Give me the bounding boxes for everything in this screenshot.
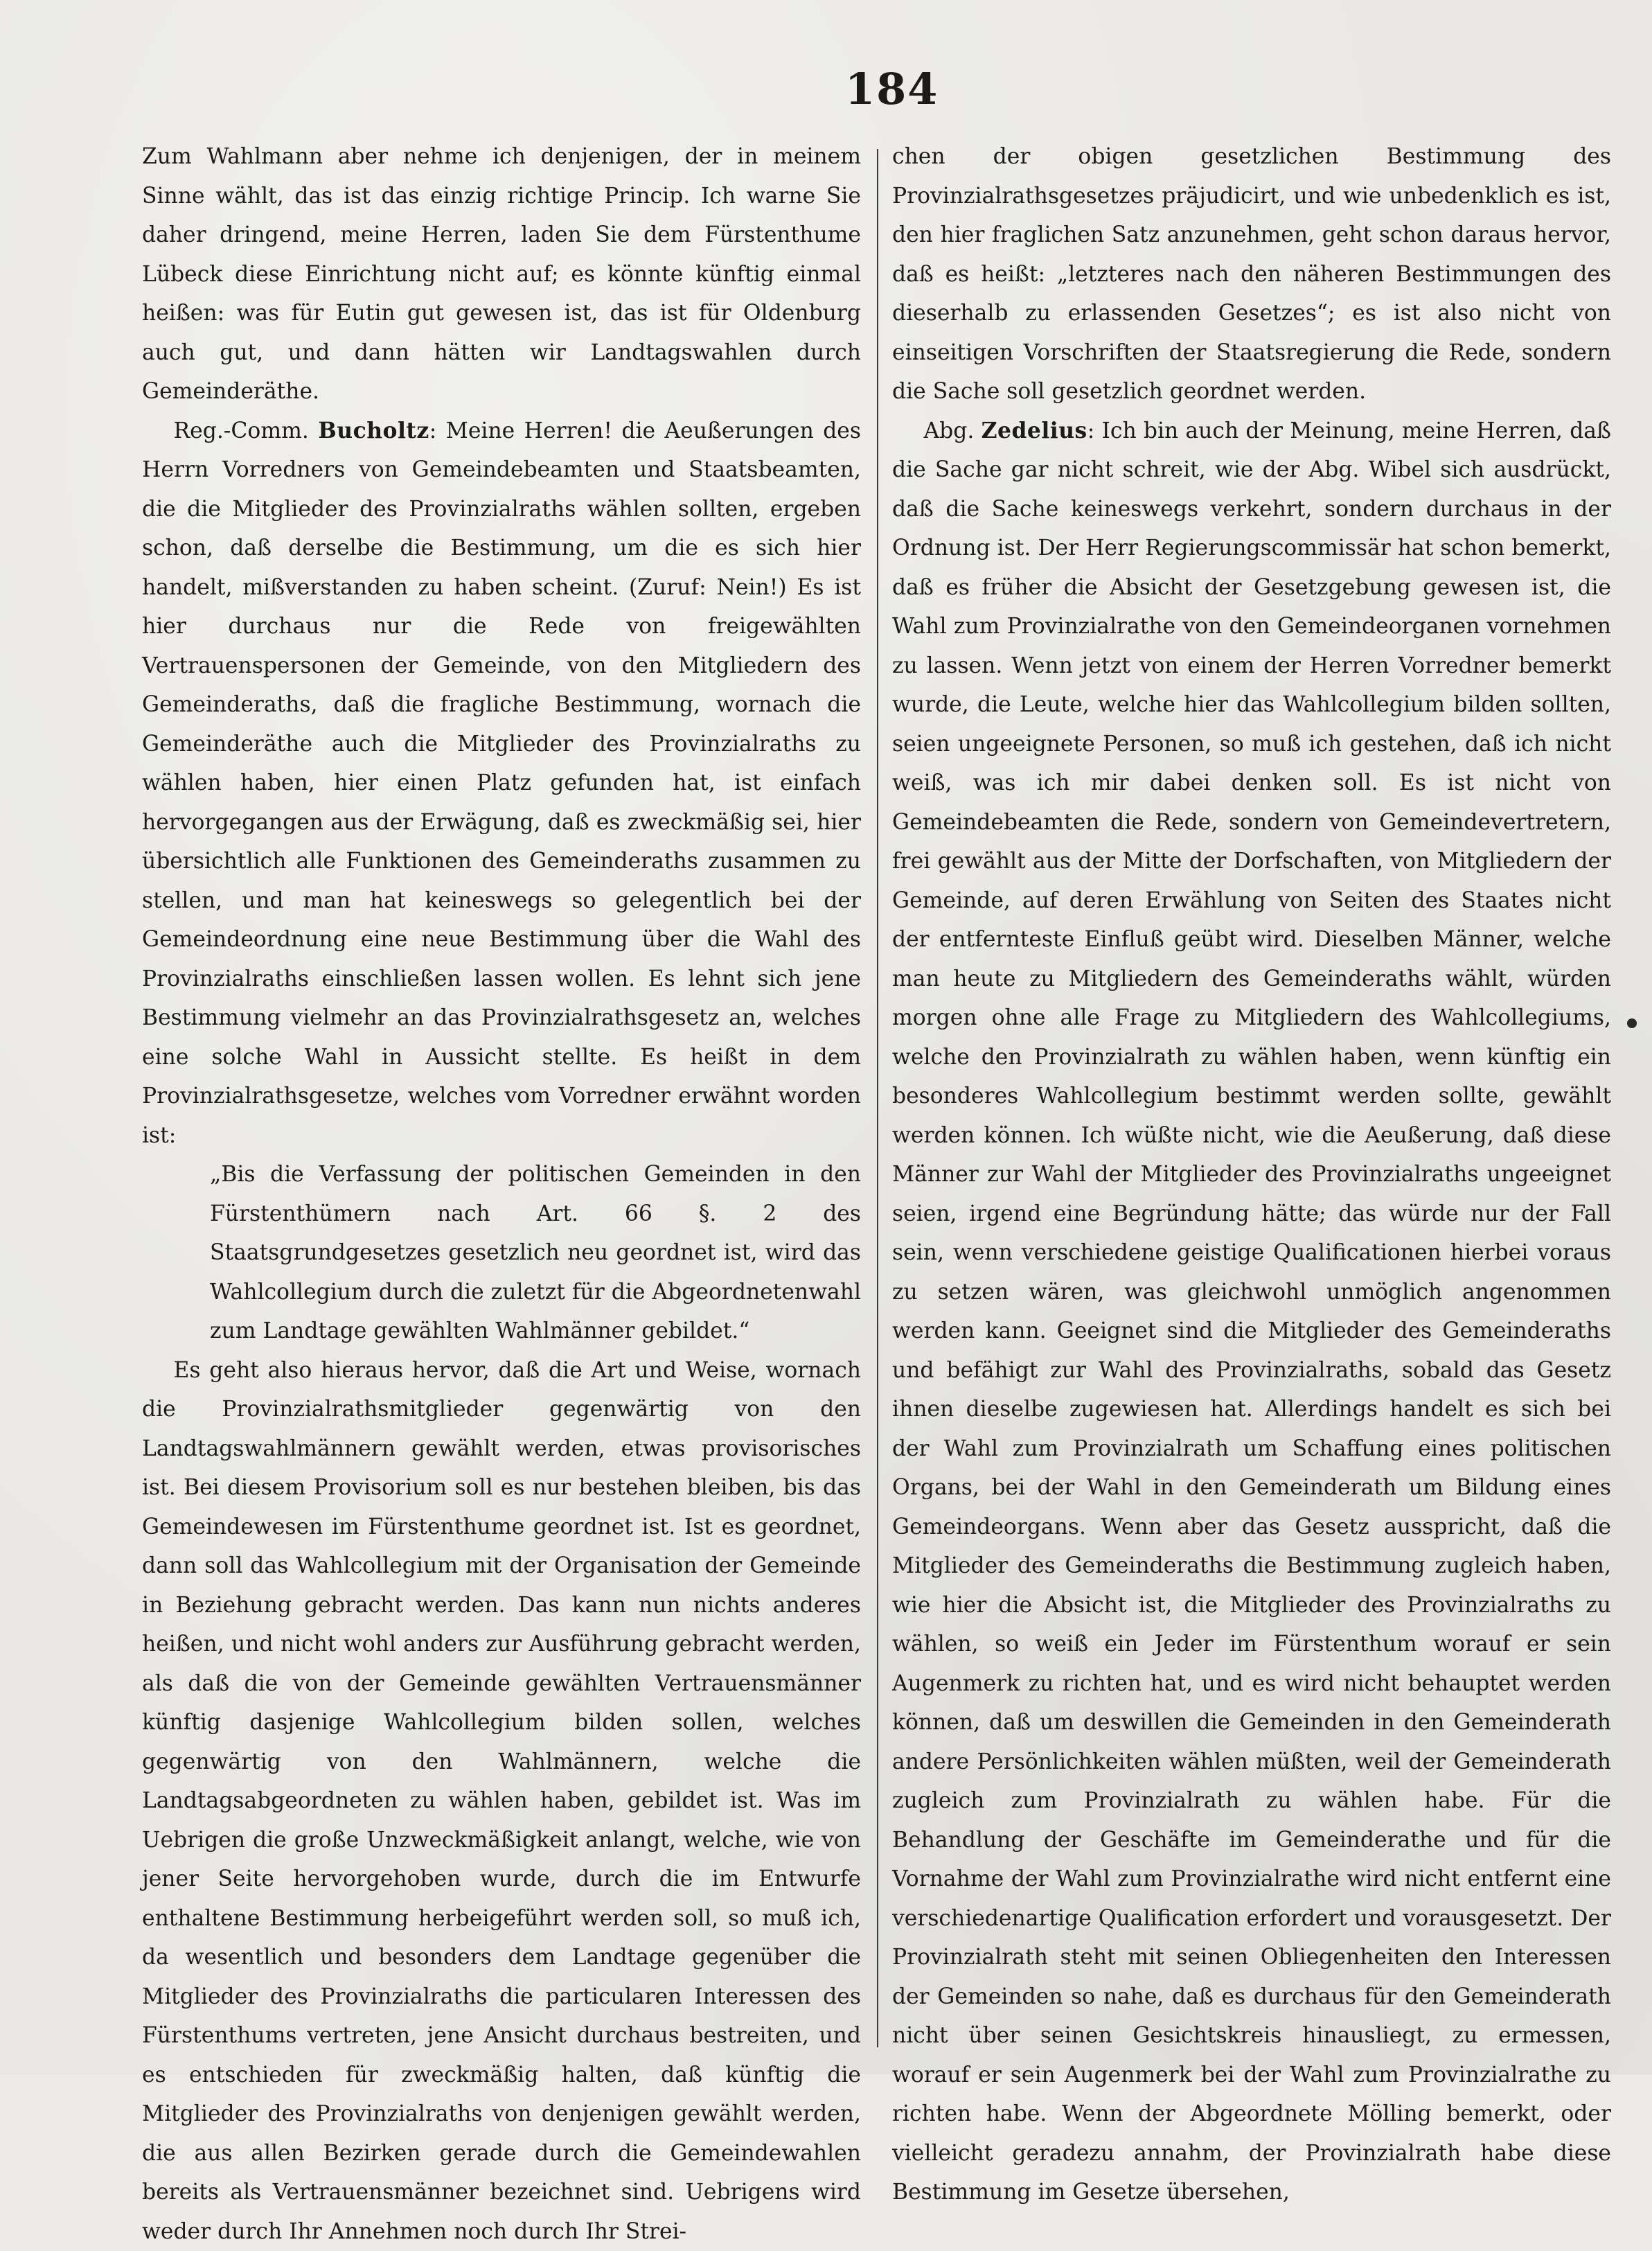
right-column [892,137,1611,2212]
law-quote: „Bis die Verfassung der politischen Gemeinden in den Fürstenthümern nach Art. 66 §. 2 des Staatsgrundgesetzes gesetzlich neu geordnet ist, wird das Wahlcollegium durch die zuletzt für die Abgeordnetenwahl zum Landtage gewählten Wahlmänner gebildet.“ [210,1155,861,1351]
speech-text: : Ich bin auch der Meinung, meine Herren, daß die Sache gar nicht schreit, wie der Abg. Wibel sich ausdrückt, daß die Sache keineswegs verkehrt, sondern durchaus in der Ordnung ist. Der Herr Regierungscommissär hat schon bemerkt, daß es früher die Absicht der Gesetzgebung gewesen ist, die Wahl zum Provinzialrathe von den Gemeindeorganen vornehmen zu lassen. Wenn jetzt von einem der Herren Vorredner bemerkt wurde, die Leute, welche hier das Wahlcollegium bilden sollten, seien ungeeignete Personen, so muß ich gestehen, daß ich nicht weiß, was ich mir dabei denken soll. Es ist nicht von Gemeindebeamten die Rede, sondern von Gemeindevertretern, frei gewählt aus der Mitte der Dorfschaften, von Mitgliedern der Gemeinde, auf deren Erwählung von Seiten des Staates nicht der entfernteste Einfluß geübt wird. Dieselben Männer, welche man heute zu Mitgliedern des Gemeinderaths wählt, würden morgen ohne alle Frage zu Mitgliedern des Wahlcollegiums, welche den Provinzialrath zu wählen haben, wenn künftig ein besonderes Wahlcollegium bestimmt werden sollte, gewählt werden können. Ich wüßte nicht, wie die Aeußerung, daß diese Männer zur Wahl der Mitglieder des Provinzialraths ungeeignet seien, irgend eine Begründung hätte; das würde nur der Fall sein, wenn verschiedene geistige Qualificationen hierbei voraus zu setzen wären, was gleichwohl unmöglich angenommen werden kann. Geeignet sind die Mitglieder des Gemeinderaths und befähigt zur Wahl des Provinzialraths, sobald das Gesetz ihnen dieselbe zugewiesen hat. Allerdings handelt es sich bei der Wahl zum Provinzialrath um Schaffung eines politischen Organs, bei der Wahl in den Gemeinderath um Bildung eines Gemeindeorgans. Wenn aber das Gesetz ausspricht, daß die Mitglieder des Gemeinderaths die Bestimmung zugleich haben, wie hier die Absicht ist, die Mitglieder des Provinzialraths zu wählen, so weiß ein Jeder im Fürstenthum worauf er sein Augenmerk zu richten hat, und es wird nicht behauptet werden können, daß um deswillen die Gemeinden in den Gemeinderath andere Persönlichkeiten wählen müßten, weil der Gemeinderath zugleich zum Provinzialrath zu wählen habe. Für die Behandlung der Geschäfte im Gemeinderathe und für die Vornahme der Wahl zum Provinzialrathe wird nicht entfernt eine verschiedenartige Qualification erfordert und vorausgesetzt. Der Provinzialrath steht mit seinen Obliegenheiten den Interessen der Gemeinden so nahe, daß es durchaus für den Gemeinderath nicht über seinen Gesichtskreis hinausliegt, zu ermessen, worauf er sein Augenmerk bei der Wahl zum Provinzialrathe zu richten habe. Wenn der Abgeordnete Mölling bemerkt, oder vielleicht geradezu annahm, der Provinzialrath habe diese Bestimmung im Gesetze übersehen, [892,418,1611,2205]
left-column [142,137,861,2251]
left-paragraph-2 [142,412,861,1156]
column-divider [877,149,878,2047]
speaker-title: Abg. [924,418,975,443]
right-paragraph-2 [892,412,1611,2212]
left-paragraph-3: Es geht also hieraus hervor, daß die Art und Weise, wornach die Provinzialrathsmitglieder gegenwärtig von den Landtagswahlmännern gewählt werden, etwas provisorisches ist. Bei diesem Provisorium soll es nur bestehen bleiben, bis das Gemeindewesen im Fürstenthume geordnet ist. Ist es geordnet, dann soll das Wahlcollegium mit der Organisation der Gemeinde in Beziehung gebracht werden. Das kann nun nichts anderes heißen, und nicht wohl anders zur Ausführung gebracht werden, als daß die von der Gemeinde gewählten Vertrauensmänner künftig dasjenige Wahlcollegium bilden sollen, welches gegenwärtig von den Wahlmännern, welche die Landtagsabgeordneten zu wählen haben, gebildet ist. Was im Uebrigen die große Unzweckmäßigkeit anlangt, welche, wie von jener Seite hervorgehoben wurde, durch die im Entwurfe enthaltene Bestimmung herbeigeführt werden soll, so muß ich, da wesentlich und besonders dem Landtage gegenüber die Mitglieder des Provinzialraths die particularen Interessen des Fürstenthums vertreten, jene Ansicht durchaus bestreiten, und es entschieden für zweckmäßig halten, daß künftig die Mitglieder des Provinzialraths von denjenigen gewählt werden, die aus allen Bezirken gerade durch die Gemeindewahlen bereits als Vertrauensmänner bezeichnet sind. Uebrigens wird weder durch Ihr Annehmen noch durch Ihr Strei- [142,1351,861,2251]
left-paragraph-1: Zum Wahlmann aber nehme ich denjenigen, der in meinem Sinne wählt, das ist das einzig richtige Princip. Ich warne Sie daher dringend, meine Herren, laden Sie dem Fürstenthume Lübeck diese Einrichtung nicht auf; es könnte künftig einmal heißen: was für Eutin gut gewesen ist, das ist für Oldenburg auch gut, und dann hätten wir Landtagswahlen durch Gemeinderäthe. [142,137,861,412]
ink-spot [1627,1018,1637,1028]
speaker-name: Bucholtz [318,418,429,443]
speaker-title: Reg.-Comm. [174,418,309,443]
speaker-name: Zedelius [982,418,1087,443]
speech-text: : Meine Herren! die Aeußerungen des Herrn Vorredners von Gemeindebeamten und Staatsbeamten, die die Mitglieder des Provinzialraths wählen sollten, ergeben schon, daß derselbe die Bestimmung, um die es sich hier handelt, mißverstanden zu haben scheint. (Zuruf: Nein!) Es ist hier durchaus nur die Rede von freigewählten Vertrauenspersonen der Gemeinde, von den Mitgliedern des Gemeinderaths, daß die fragliche Bestimmung, wornach die Gemeinderäthe auch die Mitglieder des Provinzialraths zu wählen haben, hier einen Platz gefunden hat, ist einfach hervorgegangen aus der Erwägung, daß es zweckmäßig sei, hier übersichtlich alle Funktionen des Gemeinderaths zusammen zu stellen, und man hat keineswegs so gelegentlich bei der Gemeindeordnung eine neue Bestimmung über die Wahl des Provinzialraths einschließen lassen wollen. Es lehnt sich jene Bestimmung vielmehr an das Provinzialrathsgesetz an, welches eine solche Wahl in Aussicht stellte. Es heißt in dem Provinzialrathsgesetze, welches vom Vorredner erwähnt worden ist: [142,418,861,1148]
page-number: 184 [845,64,939,114]
right-paragraph-1: chen der obigen gesetzlichen Bestimmung des Provinzialrathsgesetzes präjudicirt, und wie unbedenklich es ist, den hier fraglichen Satz anzunehmen, geht schon daraus hervor, daß es heißt: „letzteres nach den näheren Bestimmungen des dieserhalb zu erlassenden Gesetzes“; es ist also nicht von einseitigen Vorschriften der Staatsregierung die Rede, sondern die Sache soll gesetzlich geordnet werden. [892,137,1611,412]
